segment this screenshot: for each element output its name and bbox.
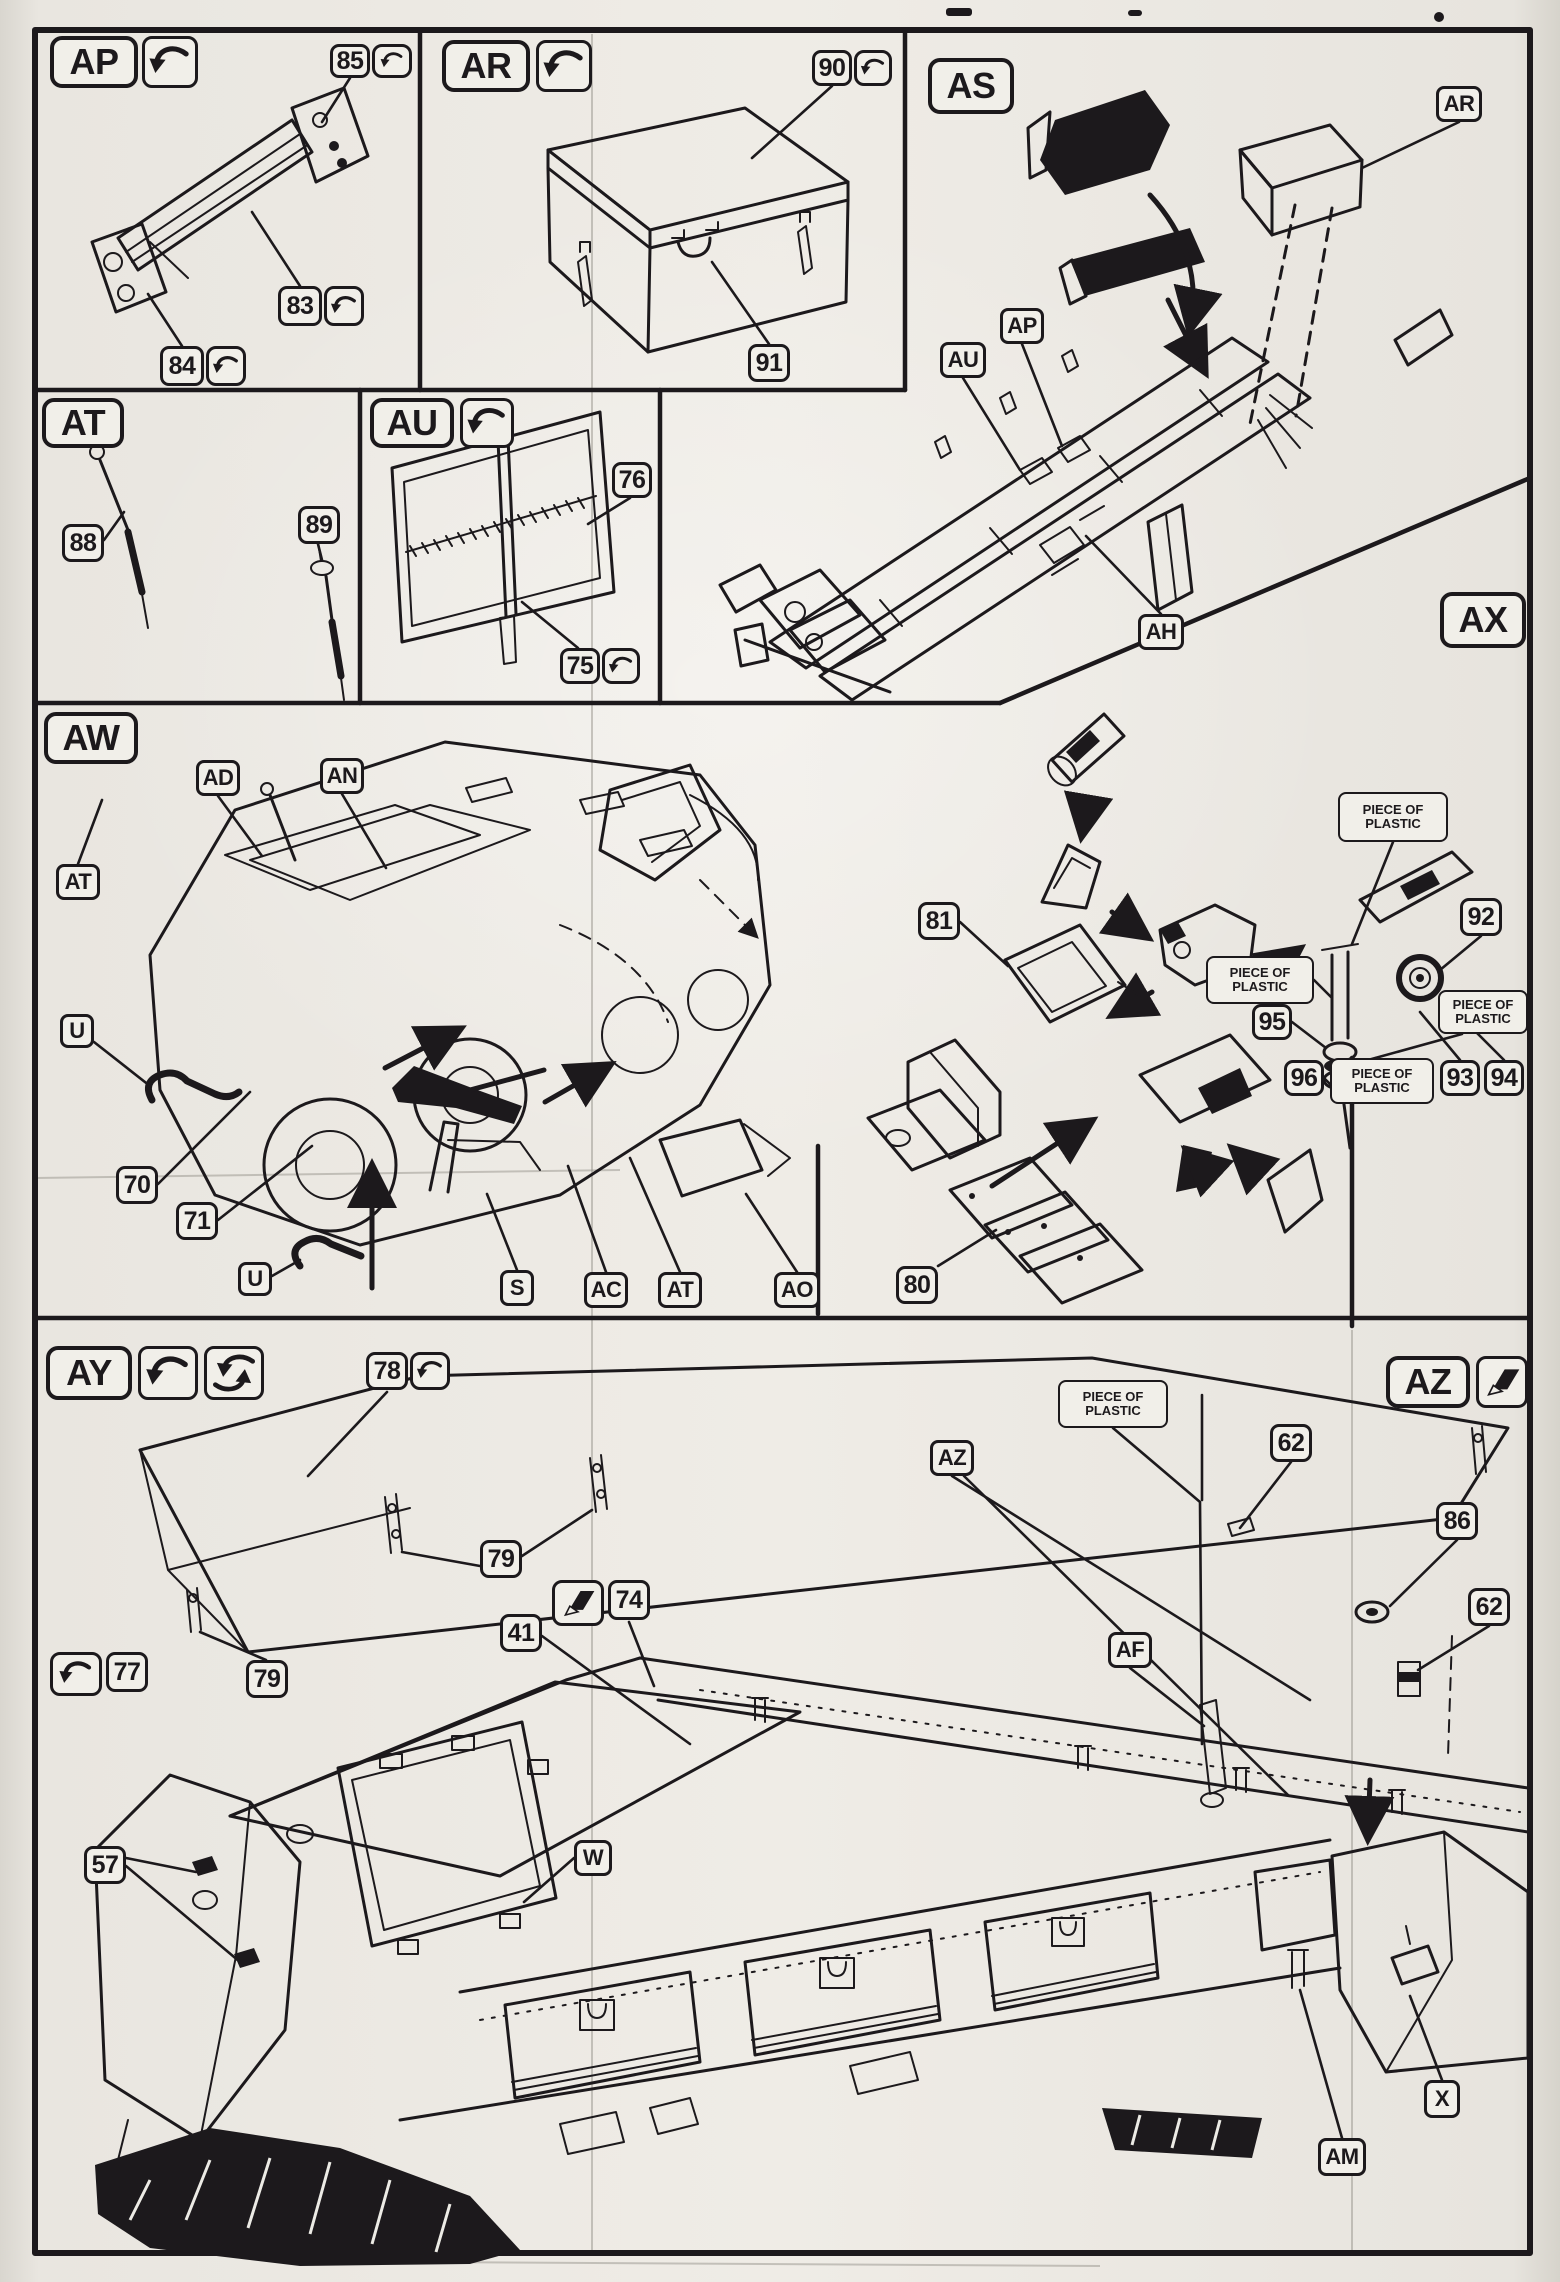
- ref-label-ar: AR: [1436, 86, 1482, 122]
- ref-label-s: S: [500, 1270, 534, 1306]
- ref-label-an: AN: [320, 758, 364, 794]
- part-label-78: 78: [366, 1352, 408, 1390]
- ref-label-at: AT: [658, 1272, 702, 1308]
- panel-label-ay: AY: [46, 1346, 132, 1400]
- ref-label-ac: AC: [584, 1272, 628, 1308]
- flip-arrow-icon: [854, 50, 892, 86]
- ref-label-af: AF: [1108, 1632, 1152, 1668]
- part-label-85: 85: [330, 44, 370, 78]
- ref-label-x: X: [1424, 2080, 1460, 2118]
- part-label-94: 94: [1484, 1060, 1524, 1096]
- part-label-57: 57: [84, 1846, 126, 1884]
- note-piece-of-plastic: PIECE OF PLASTIC: [1438, 990, 1528, 1034]
- part-label-62: 62: [1468, 1588, 1510, 1626]
- ref-label-at: AT: [56, 864, 100, 900]
- part-label-86: 86: [1436, 1502, 1478, 1540]
- part-label-91: 91: [748, 344, 790, 382]
- part-label-77: 77: [106, 1652, 148, 1692]
- ref-label-ad: AD: [196, 760, 240, 796]
- part-label-79: 79: [246, 1660, 288, 1698]
- part-label-80: 80: [896, 1266, 938, 1304]
- part-label-71: 71: [176, 1202, 218, 1240]
- at-drawing: [90, 445, 344, 700]
- ref-label-u: U: [238, 1262, 272, 1296]
- stowage-lockers: [505, 1860, 1335, 2098]
- panel-label-ap: AP: [50, 36, 138, 88]
- part-label-41: 41: [500, 1614, 542, 1652]
- note-piece-of-plastic: PIECE OF PLASTIC: [1206, 956, 1314, 1004]
- part-label-76: 76: [612, 462, 652, 498]
- note-piece-of-plastic: PIECE OF PLASTIC: [1338, 792, 1448, 842]
- flip-arrow-icon: [460, 398, 514, 448]
- part-label-90: 90: [812, 50, 852, 86]
- part-label-93: 93: [1440, 1060, 1480, 1096]
- plastic-chip-icon: [1476, 1356, 1528, 1408]
- ref-label-am: AM: [1318, 2138, 1366, 2176]
- ref-label-ah: AH: [1138, 614, 1184, 650]
- part-label-95: 95: [1252, 1004, 1292, 1040]
- ref-label-ap: AP: [1000, 308, 1044, 344]
- panel-label-ax: AX: [1440, 592, 1526, 648]
- ref-label-u: U: [60, 1014, 94, 1048]
- part-label-74: 74: [608, 1580, 650, 1620]
- part-label-81: 81: [918, 902, 960, 940]
- au-drawing: [392, 412, 630, 664]
- flip-arrow-icon: [536, 40, 592, 92]
- flip-arrow-icon: [602, 648, 640, 684]
- part-label-96: 96: [1284, 1060, 1324, 1096]
- note-piece-of-plastic: PIECE OF PLASTIC: [1058, 1380, 1168, 1428]
- flip-arrow-icon: [206, 346, 246, 386]
- part-label-88: 88: [62, 524, 104, 562]
- flip-arrow-icon: [142, 36, 198, 88]
- part-label-89: 89: [298, 506, 340, 544]
- part-label-83: 83: [278, 286, 322, 326]
- flip-arrow-icon: [138, 1346, 198, 1400]
- flip-arrow-icon: [324, 286, 364, 326]
- ref-label-w: W: [574, 1840, 612, 1876]
- ref-label-ao: AO: [774, 1272, 820, 1308]
- part-label-75: 75: [560, 648, 600, 684]
- ref-label-au: AU: [940, 342, 986, 378]
- panel-label-az: AZ: [1386, 1356, 1470, 1408]
- part-label-70: 70: [116, 1166, 158, 1204]
- panel-label-ar: AR: [442, 40, 530, 92]
- flip-arrow-icon: [372, 44, 412, 78]
- plastic-chip-icon: [552, 1580, 604, 1626]
- as-drawing: [720, 90, 1459, 700]
- panel-label-aw: AW: [44, 712, 138, 764]
- bottom-drawing: [95, 1358, 1528, 2266]
- flip-arrow-double-icon: [204, 1346, 264, 1400]
- paper-creases: [35, 8, 1444, 2266]
- part-label-92: 92: [1460, 898, 1502, 936]
- ref-label-az: AZ: [930, 1440, 974, 1476]
- part-label-79: 79: [480, 1540, 522, 1578]
- part-label-62: 62: [1270, 1424, 1312, 1462]
- flip-arrow-icon: [50, 1652, 102, 1696]
- panel-label-as: AS: [928, 58, 1014, 114]
- note-piece-of-plastic: PIECE OF PLASTIC: [1330, 1058, 1434, 1104]
- panel-label-au: AU: [370, 398, 454, 448]
- panel-label-at: AT: [42, 398, 124, 448]
- flip-arrow-icon: [410, 1352, 450, 1390]
- part-label-84: 84: [160, 346, 204, 386]
